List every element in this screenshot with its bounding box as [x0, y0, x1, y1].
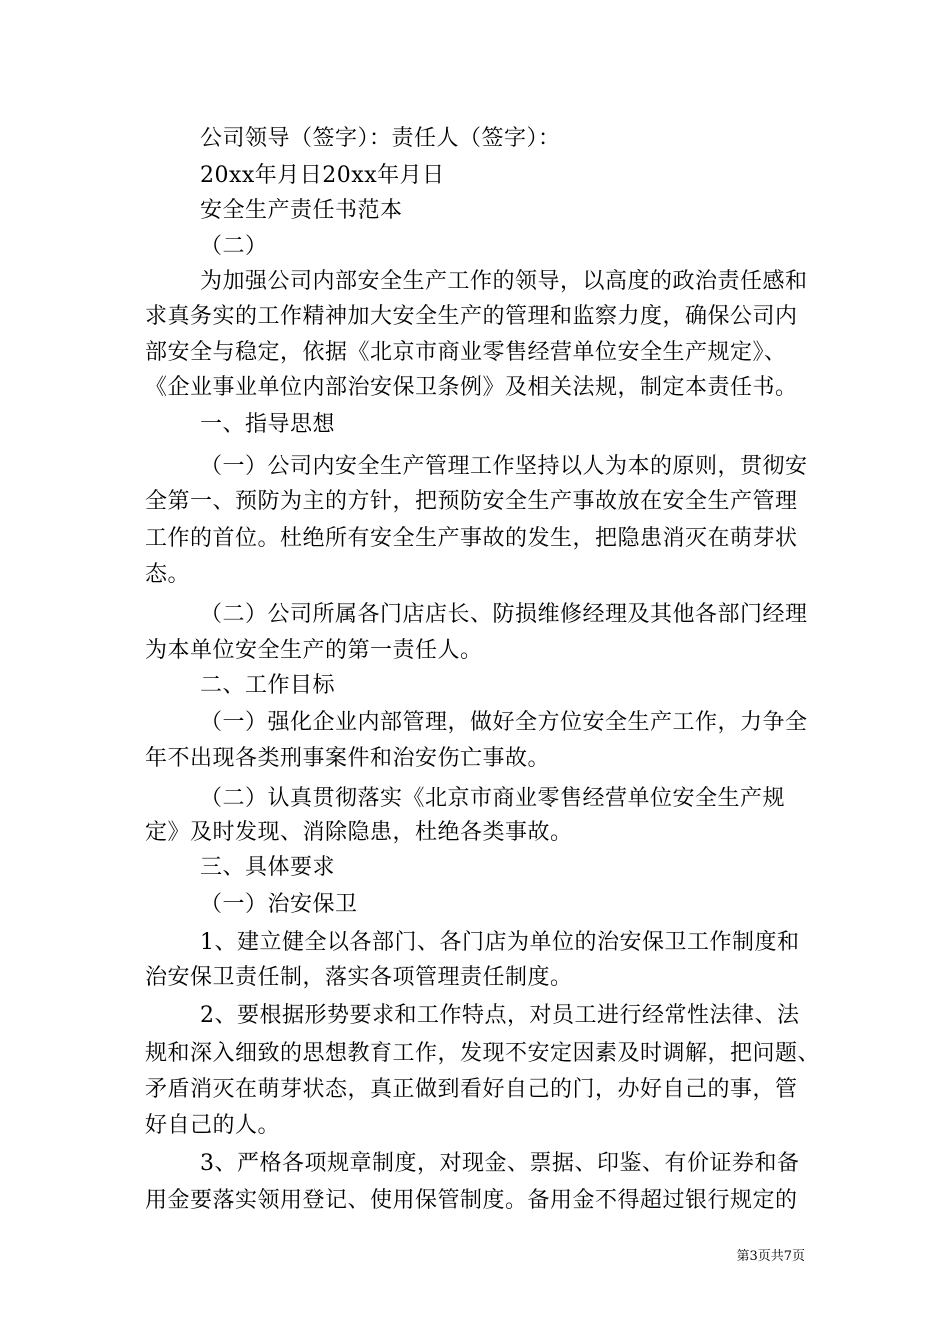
document-title: 安全生产责任书范本 — [200, 198, 403, 223]
paragraph-line: （二）认真贯彻落实《北京市商业零售经营单位安全生产规 — [200, 786, 786, 811]
paragraph-line: 2、要根据形势要求和工作特点，对员工进行经常性法律、法 — [200, 1003, 800, 1028]
signature-line: 公司领导（签字）：责任人（签字）： — [200, 126, 561, 151]
section-heading: 三、具体要求 — [200, 855, 336, 880]
date-line: 20xx年月日20xx年月日 — [200, 163, 445, 188]
paragraph-line: 部安全与稳定，依据《北京市商业零售经营单位安全生产规定》、 — [145, 340, 787, 365]
paragraph-line: 定》及时发现、消除隐患，杜绝各类事故。 — [145, 820, 573, 845]
paragraph-line: 用金要落实领用登记、使用保管制度。备用金不得超过银行规定的 — [145, 1188, 798, 1213]
section-heading: 一、指导思想 — [200, 412, 336, 437]
paragraph-line: 工作的首位。杜绝所有安全生产事故的发生，把隐患消灭在萌芽状 — [145, 526, 798, 551]
paragraph-line: 为加强公司内部安全生产工作的领导，以高度的政治责任感和 — [200, 269, 808, 294]
paragraph-line: 治安保卫责任制，落实各项管理责任制度。 — [145, 965, 573, 990]
page-number: 第3页共7页 — [736, 1249, 805, 1264]
paragraph-line: 为本单位安全生产的第一责任人。 — [145, 638, 483, 663]
paragraph-line: 求真务实的工作精神加大安全生产的管理和监察力度，确保公司内 — [145, 304, 798, 329]
paragraph-line: （二）公司所属各门店店长、防损维修经理及其他各部门经理 — [200, 602, 808, 627]
section-number: （二） — [200, 234, 268, 259]
paragraph-line: 好自己的人。 — [145, 1113, 281, 1138]
paragraph-line: 规和深入细致的思想教育工作，发现不安定因素及时调解，把问题、 — [145, 1041, 821, 1066]
paragraph-line: 年不出现各类刑事案件和治安伤亡事故。 — [145, 746, 551, 771]
paragraph-line: 3、严格各项规章制度，对现金、票据、印鉴、有价证券和备 — [200, 1151, 800, 1176]
paragraph-line: （一）公司内安全生产管理工作坚持以人为本的原则，贯彻安 — [200, 454, 808, 479]
paragraph-line: 《企业事业单位内部治安保卫条例》及相关法规，制定本责任书。 — [145, 375, 798, 400]
paragraph-line: 1、建立健全以各部门、各门店为单位的治安保卫工作制度和 — [200, 930, 800, 955]
section-heading: 二、工作目标 — [200, 673, 336, 698]
paragraph-line: 全第一、预防为主的方针，把预防安全生产事故放在安全生产管理 — [145, 489, 798, 514]
paragraph-line: 矛盾消灭在萌芽状态，真正做到看好自己的门，办好自己的事，管 — [145, 1077, 798, 1102]
paragraph-line: （一）强化企业内部管理，做好全方位安全生产工作，力争全 — [200, 710, 808, 735]
subsection-heading: （一）治安保卫 — [200, 892, 358, 917]
paragraph-line: 态。 — [145, 562, 191, 587]
